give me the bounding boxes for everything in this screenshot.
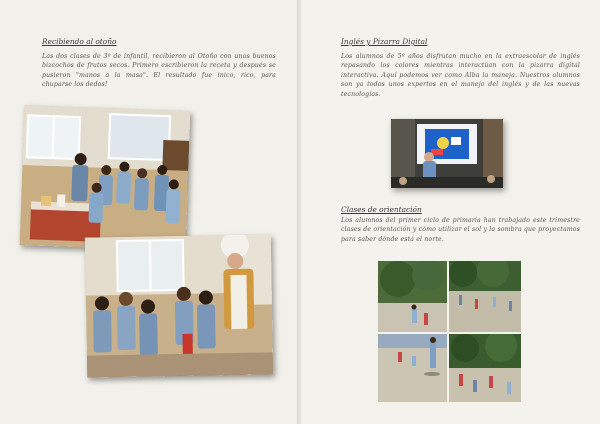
ingles-pizarra-text: Los alumnos de 5º años disfrutan mucho en la extraescolar de inglés repasando los colores mientras interactúan con la pizarra digital interactiva. Aquí podemos ver como Alba la maneja. Nuestros alumnos son ya todos unos expertos en el manejo del inglés y de las nuevas tecnologías. <box>341 53 580 98</box>
whiteboard-photo <box>391 119 503 188</box>
orientation-photo-2 <box>449 261 521 332</box>
recibiendo-otono-title: Recibiendo al otoño <box>42 37 117 46</box>
orientation-photo-3 <box>378 334 447 402</box>
right-page <box>301 0 600 424</box>
clases-orientacion-text: Los alumnos del primer ciclo de primaria han trabajado este trimestre clases de orientación y cómo utilizar el sol y la sombra que proyectamos para saber dónde está el norte. <box>341 217 580 243</box>
classroom-photo-2 <box>85 234 273 377</box>
orientation-photo-4 <box>449 334 521 402</box>
recibiendo-otono-text: Las dos clases de 3º de infantil, recibieron al Otoño con unos buenos bizcochos de frutos secos. Primero escribieron la receta y después se pusieron "manos a la masa". El resultado fue inico, rico, para chuparse los dedos! <box>42 53 276 89</box>
orientation-photo-1 <box>378 261 447 332</box>
clases-orientacion-title: Clases de orientación <box>341 205 422 214</box>
ingles-pizarra-title: Inglés y Pizarra Digital <box>341 37 428 46</box>
classroom-photo-1 <box>20 105 191 251</box>
left-page <box>0 0 299 424</box>
